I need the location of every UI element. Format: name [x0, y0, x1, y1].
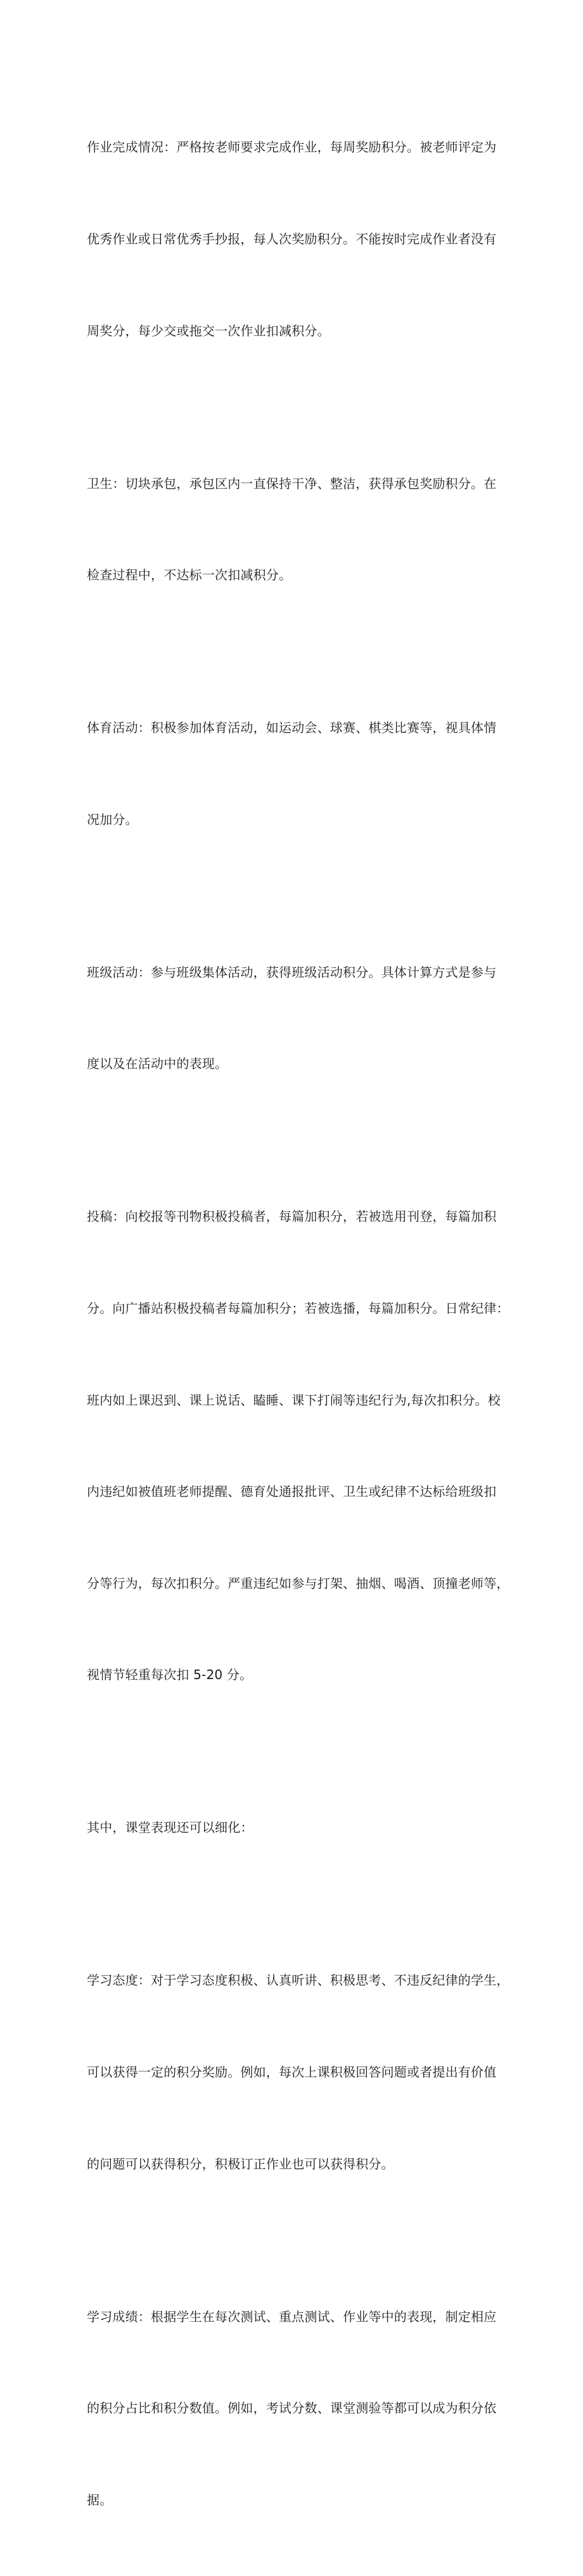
text-line: 班内如上课迟到、课上说话、瞌睡、课下打闹等违纪行为,每次扣积分。校 [87, 1392, 501, 1408]
paragraph-hygiene [87, 407, 511, 652]
text-line: 可以获得一定的积分奖励。例如，每次上课积极回答问题或者提出有价值 [87, 2064, 497, 2080]
text-line: 体育活动：积极参加体育活动，如运动会、球赛、棋类比赛等，视具体情 [87, 720, 497, 736]
text-line: 其中，课堂表现还可以细化： [87, 1820, 253, 1836]
text-line: 的问题可以获得积分，积极订正作业也可以获得积分。 [87, 2156, 394, 2172]
paragraph-learning-results [87, 2240, 511, 2576]
text-line: 检查过程中，不达标一次扣减积分。 [87, 567, 292, 583]
paragraph-submissions-discipline [87, 1140, 511, 1751]
paragraph-learning-attitude [87, 1904, 511, 2240]
text-line: 据。 [87, 2492, 113, 2508]
text-line: 视情节轻重每次扣 5-20 分。 [87, 1667, 253, 1683]
paragraph-homework [87, 71, 511, 407]
text-line: 优秀作业或日常优秀手抄报，每人次奖励积分。不能按时完成作业者没有 [87, 231, 497, 247]
text-line: 况加分。 [87, 811, 138, 827]
text-line: 周奖分，每少交或拖交一次作业扣减积分。 [87, 323, 330, 338]
text-line: 学习态度：对于学习态度积极、认真听讲、积极思考、不违反纪律的学生， [87, 1973, 509, 1988]
text-line: 分。向广播站积极投稿者每篇加积分；若被选播，每篇加积分。日常纪律： [87, 1300, 509, 1316]
text-line: 卫生：切块承包，承包区内一直保持干净、整洁，获得承包奖励积分。在 [87, 475, 497, 491]
text-line: 内违纪如被值班老师提醒、德育处通报批评、卫生或纪律不达标给班级扣 [87, 1484, 497, 1500]
text-line: 班级活动：参与班级集体活动，获得班级活动积分。具体计算方式是参与 [87, 964, 497, 980]
text-line: 分等行为，每次扣积分。严重违纪如参与打架、抽烟、喝酒、顶撞老师等， [87, 1575, 509, 1591]
paragraph-class-activities [87, 896, 511, 1140]
text-line: 学习成绩：根据学生在每次测试、重点测试、作业等中的表现，制定相应 [87, 2309, 497, 2324]
text-line: 投稿：向校报等刊物积极投稿者，每篇加积分，若被选用刊登，每篇加积 [87, 1209, 497, 1225]
document-body [87, 71, 511, 2576]
text-line: 的积分占比和积分数值。例如，考试分数、课堂测验等都可以成为积分依 [87, 2400, 497, 2416]
paragraph-classroom-intro [87, 1751, 511, 1904]
paragraph-sports [87, 652, 511, 896]
text-line: 度以及在活动中的表现。 [87, 1056, 228, 1072]
text-line: 作业完成情况：严格按老师要求完成作业，每周奖励积分。被老师评定为 [87, 139, 497, 155]
